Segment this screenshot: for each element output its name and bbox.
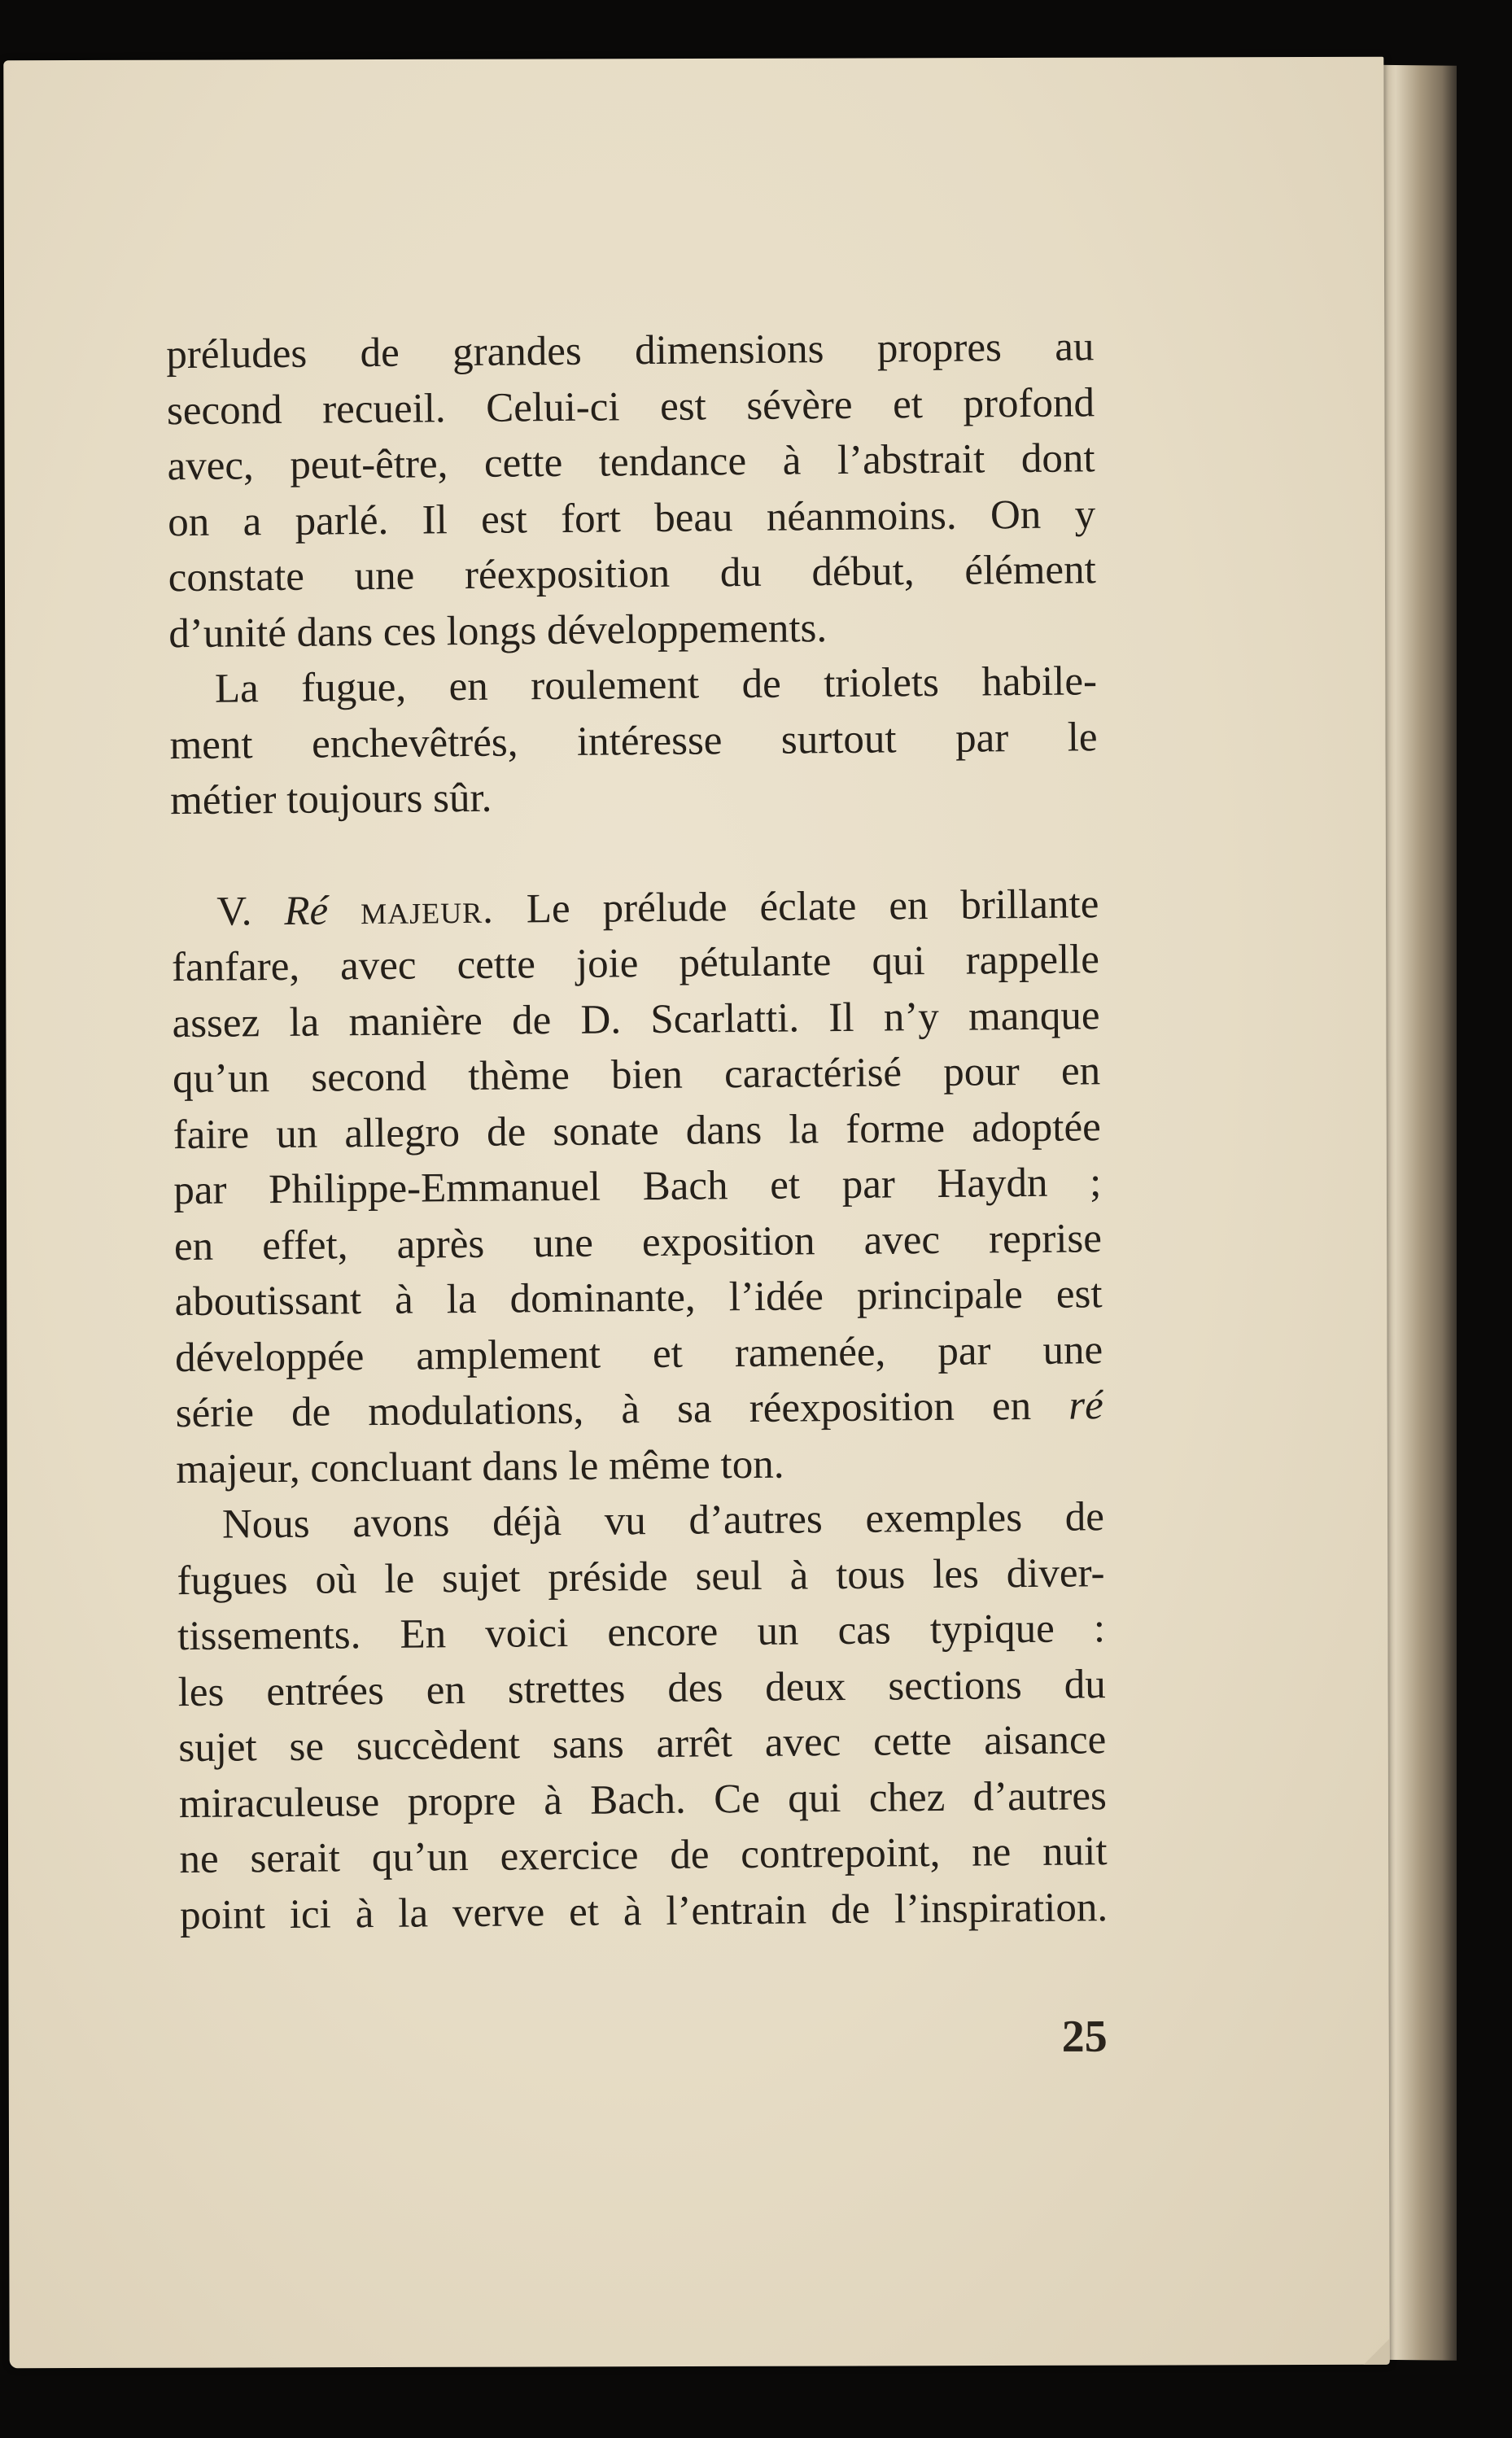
text-line: on a parlé. Il est fort beau néanmoins. On y <box>167 491 1096 545</box>
text-line: second recueil. Celui-ci est sévère et profond <box>166 379 1095 434</box>
text-line: préludes de grandes dimensions propres au <box>166 324 1095 378</box>
text-line: en effet, après une exposition avec reprise <box>173 1215 1103 1269</box>
text-line: miraculeuse propre à Bach. Ce qui chez d’autres <box>178 1772 1108 1827</box>
body-text <box>166 319 1108 1943</box>
text-line: point ici à la verve et à l’entrain de l’inspiration. <box>179 1884 1108 1938</box>
text-line: métier toujours sûr. <box>169 775 492 824</box>
folded-corner <box>1328 2327 1390 2368</box>
text-line: ment enchevêtrés, intéresse surtout par le <box>169 714 1098 768</box>
text-line: tissements. En voici encore un cas typique : <box>177 1606 1106 1660</box>
text-line: qu’un second thème bien caractérisé pour en <box>172 1048 1101 1103</box>
text-line: avec, peut-être, cette tendance à l’abstrait dont <box>167 435 1095 490</box>
text-line: assez la manière de D. Scarlatti. Il n’y manque <box>172 992 1100 1046</box>
text-line: constate une réexposition du début, élément <box>168 547 1096 601</box>
key-name: Ré <box>284 887 329 934</box>
text-line: La fugue, en roulement de triolets habile- <box>214 658 1098 712</box>
text-segment: série de modulations, à sa réexposition en <box>175 1383 1032 1437</box>
paragraph-3 <box>171 876 1104 1497</box>
paragraph-1 <box>166 319 1097 662</box>
key-mode: majeur. <box>360 886 495 933</box>
text-line: Nous avons déjà vu d’autres exemples de <box>221 1494 1105 1548</box>
section-numeral: V. <box>216 888 252 935</box>
text-line <box>175 1378 1103 1441</box>
text-line: par Philippe-Emmanuel Bach et par Haydn ; <box>173 1160 1102 1214</box>
text-line: sujet se succèdent sans arrêt avec cette aisance <box>178 1717 1107 1772</box>
page-number: 25 <box>1061 2011 1108 2062</box>
text-line: les entrées en strettes des deux sections du <box>177 1661 1106 1715</box>
section-heading-line <box>171 876 1099 940</box>
heading-line-text: Le prélude éclate en brillante <box>526 880 1099 932</box>
paragraph-2 <box>169 653 1099 828</box>
italic-word: ré <box>1068 1383 1103 1429</box>
text-line: fugues où le sujet préside seul à tous les diver- <box>177 1549 1105 1604</box>
text-line: aboutissant à la dominante, l’idée principale est <box>174 1271 1103 1326</box>
text-line: majeur, concluant dans le même ton. <box>176 1441 784 1492</box>
text-line: ne serait qu’un exercice de contrepoint, ne nuit <box>179 1828 1108 1883</box>
section-gap <box>170 821 1099 885</box>
text-line: développée amplement et ramenée, par une <box>174 1326 1103 1381</box>
text-line: fanfare, avec cette joie pétulante qui rappelle <box>171 937 1100 991</box>
paragraph-4 <box>177 1489 1108 1943</box>
text-line: d’unité dans ces longs développements. <box>168 605 828 657</box>
text-line: faire un allegro de sonate dans la forme adoptée <box>173 1103 1101 1158</box>
book-page <box>3 57 1389 2368</box>
